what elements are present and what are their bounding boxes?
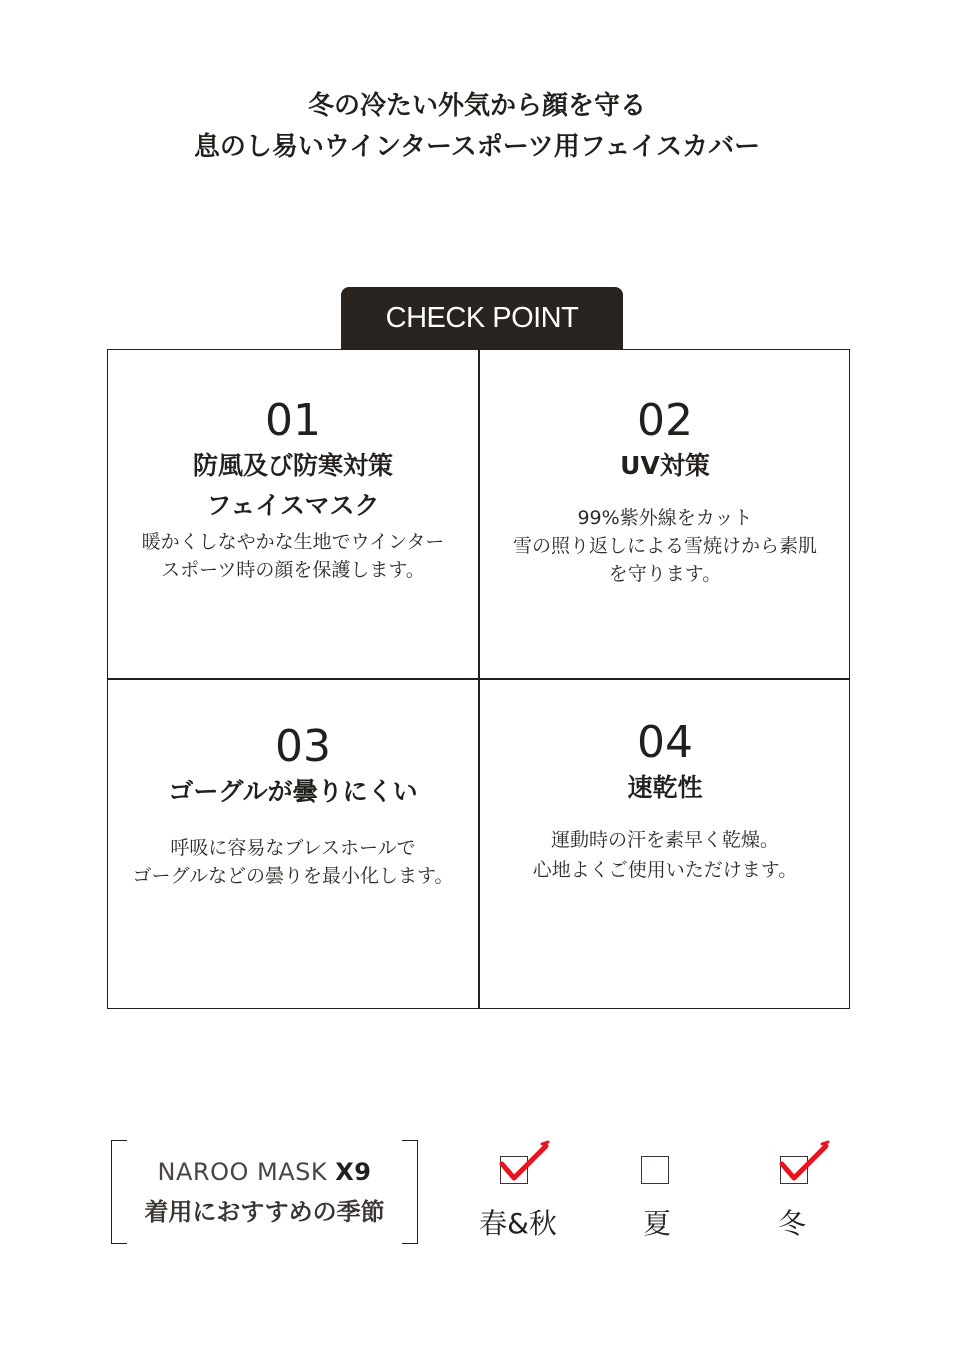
recommended-season-box [111, 1140, 418, 1244]
point-description-line-2: 雪の照り返しによる雪焼けから素肌 [512, 535, 817, 557]
recommended-season-label: 着用におすすめの季節 [144, 1198, 385, 1226]
point-description-line-1: 暖かくしなやかな生地でウインター [141, 531, 445, 553]
point-title: 速乾性 [627, 773, 703, 802]
headline-line-2: 息のし易いウインタースポーツ用フェイスカバー [193, 132, 761, 162]
season-checkbox [641, 1156, 669, 1184]
point-description-line-1: 運動時の汗を素早く乾燥。 [550, 829, 779, 851]
season-name: 夏 [642, 1207, 671, 1240]
season-name: 冬 [777, 1207, 806, 1240]
product-name [111, 1158, 418, 1186]
point-cell-02 [480, 396, 850, 588]
point-number: 03 [275, 721, 331, 772]
point-cell-03 [108, 722, 478, 890]
point-subtitle: フェイスマスク [206, 491, 380, 520]
point-description-line-2: 心地よくご使用いただけます。 [532, 859, 798, 881]
point-description-line-1: 呼吸に容易なブレスホールで [170, 837, 416, 859]
point-number: 02 [637, 395, 693, 446]
point-number: 04 [637, 717, 693, 768]
point-description-line-2: ゴーグルなどの曇りを最小化します。 [132, 865, 454, 887]
point-cell-04 [480, 718, 850, 884]
check-point-badge: CHECK POINT [341, 287, 623, 350]
red-check-icon [498, 1140, 554, 1186]
point-number: 01 [265, 395, 321, 446]
grid-divider-horizontal [108, 678, 849, 680]
point-title: UV対策 [620, 451, 710, 480]
season-name: 春&秋 [479, 1207, 557, 1240]
point-description-line-1: 99%紫外線をカット [577, 507, 753, 529]
product-brand: NAROO MASK [157, 1158, 336, 1186]
red-check-icon [778, 1140, 834, 1186]
point-title: ゴーグルが曇りにくい [168, 777, 418, 806]
headline-line-1: 冬の冷たい外気から顔を守る [307, 91, 646, 121]
headline [0, 86, 954, 168]
point-title: 防風及び防寒対策 [192, 451, 393, 480]
product-model: X9 [335, 1158, 372, 1186]
point-description-line-3: を守ります。 [608, 563, 722, 585]
point-description-line-2: スポーツ時の顔を保護します。 [161, 559, 425, 581]
point-cell-01 [108, 396, 478, 584]
check-point-grid [107, 349, 850, 1009]
